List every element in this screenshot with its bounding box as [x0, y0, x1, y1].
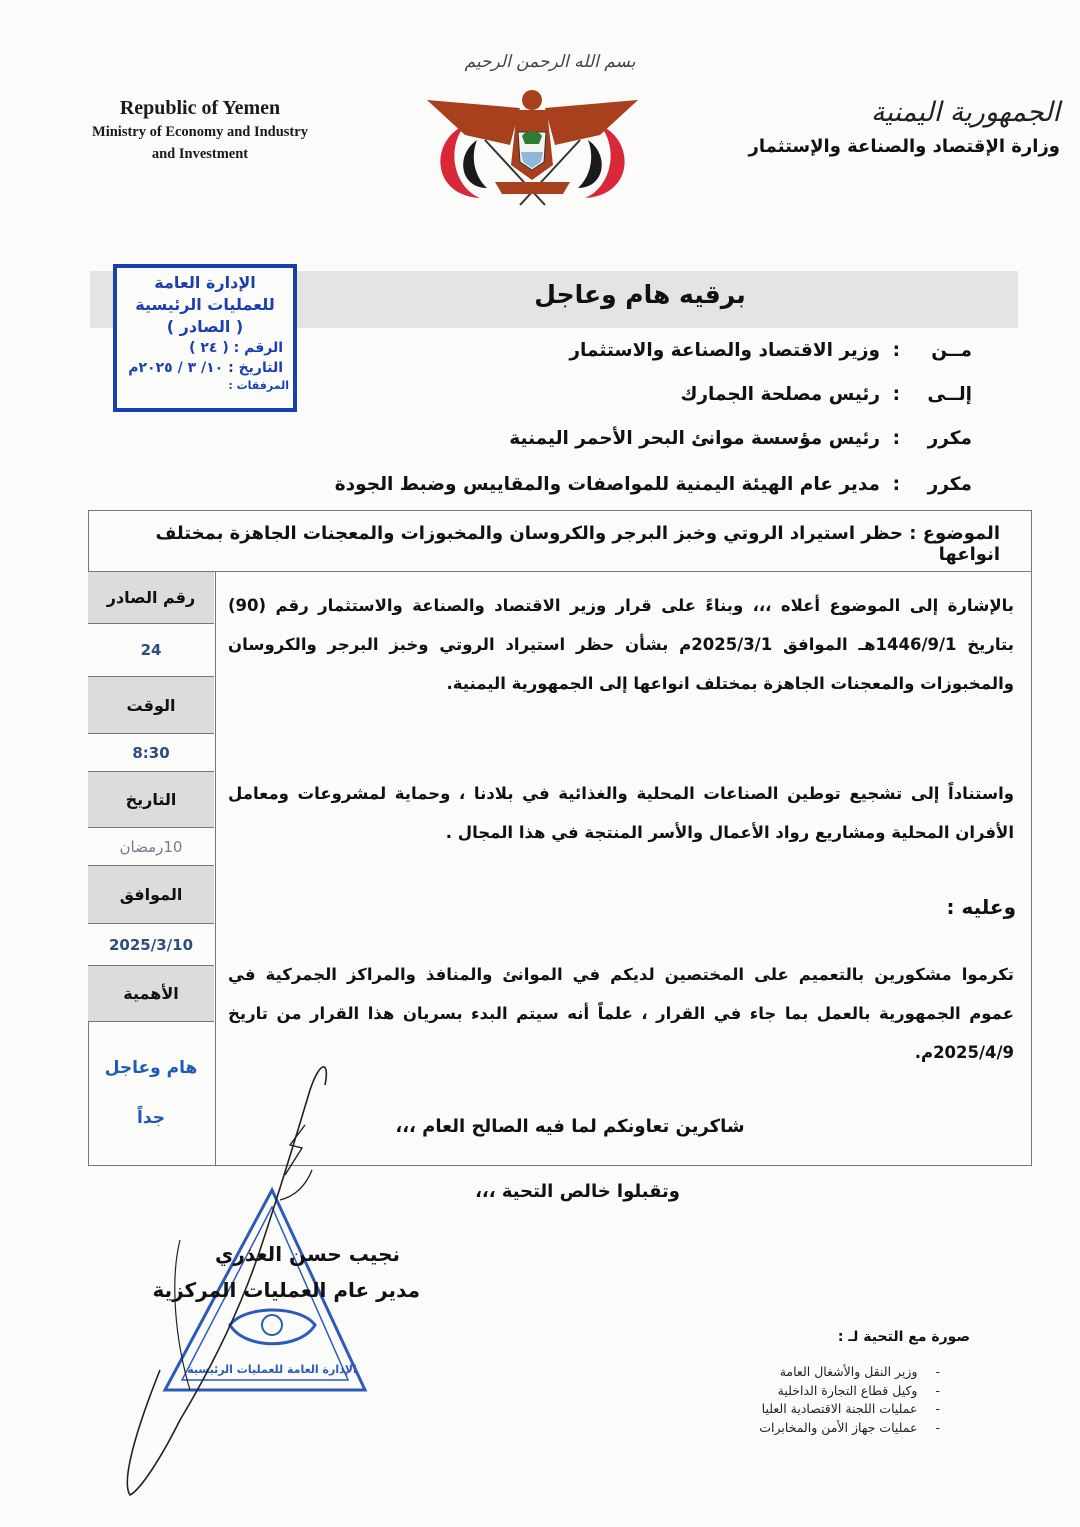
issue-number-label: رقم الصادر	[88, 572, 214, 624]
office-stamp-text: الإدارة العامة للعمليات الرئيسية	[187, 1363, 357, 1376]
subject-text: حظر استيراد الروتي وخبز البرجر والكروسان والمخبوزات والمعجنات الجاهزة بمختلف انواعها	[155, 523, 1000, 565]
stamp-number: الرقم : ( ٢٤ )	[189, 340, 283, 356]
letterhead-ministry-ar: وزارة الإقتصاد والصناعة والإستثمار	[748, 136, 1060, 157]
date-gregorian-value: 2025/3/10	[88, 924, 214, 966]
time-value: 8:30	[88, 734, 214, 772]
document-title: برقيه هام وعاجل	[534, 280, 746, 309]
routing-label: إلــى	[927, 384, 972, 405]
cc-item	[690, 1382, 940, 1401]
stamp-department: الإدارة العامة للعمليات الرئيسية	[135, 273, 275, 314]
time-label: الوقت	[88, 677, 214, 734]
cc-item-text: عمليات اللجنة الاقتصادية العليا	[761, 1401, 918, 1416]
importance-label: الأهمية	[88, 966, 214, 1022]
stamp-outgoing-label: ( الصادر )	[166, 317, 244, 336]
cc-item-text: وكيل قطاع التجارة الداخلية	[777, 1382, 918, 1398]
routing-value: رئيس مصلحة الجمارك	[680, 384, 880, 405]
regards: وتقبلوا خالص التحية ،،،	[475, 1181, 680, 1202]
letterhead-country: Republic of Yemen	[119, 97, 281, 119]
basmala: بسم الله الرحمن الرحيم	[464, 52, 636, 72]
therefore-heading: وعليه :	[946, 895, 1016, 919]
subject-label: الموضوع	[922, 523, 1000, 544]
cc-bullet: -	[935, 1401, 940, 1416]
cc-item-text: عمليات جهاز الأمن والمخابرات	[759, 1419, 918, 1435]
info-sidebar	[88, 572, 216, 1166]
routing-cc-1: مكرر : رئيس مؤسسة موانئ البحر الأحمر اليمنية	[509, 428, 972, 449]
routing-value: وزير الاقتصاد والصناعة والاستثمار	[569, 340, 880, 361]
corresponding-label: الموافق	[88, 866, 214, 924]
routing-label: مــن	[931, 340, 972, 361]
yemen-emblem-icon	[425, 70, 640, 210]
routing-label: مكرر	[927, 474, 972, 495]
cc-list	[690, 1363, 940, 1437]
letterhead-ministry: Ministry of Economy and Industry	[92, 124, 308, 140]
routing-from: مــن : وزير الاقتصاد والصناعة والاستثمار	[569, 340, 972, 361]
routing-label: مكرر	[927, 428, 972, 449]
importance-value	[88, 1022, 214, 1164]
body-paragraph-1: بالإشارة إلى الموضوع أعلاه ،،، وبناءً على قرار وزير الاقتصاد والصناعة والاستثمار رقم (90) بتاريخ 1446/9/1هـ الموافق 2025/3/1م بشأن حظر استيراد الروتي وخبز البرجر والكروسان والمخبوزات والمعجنات الجاهزة بمختلف انواعها إلى الجمهورية اليمنية.	[228, 596, 1014, 693]
letterhead-ministry-cont: and Investment	[151, 146, 249, 162]
date-hijri-value: 10رمضان	[88, 828, 214, 866]
cc-bullet: -	[935, 1419, 940, 1435]
cc-title: صورة مع التحية لـ :	[837, 1329, 970, 1345]
issue-number-value: 24	[88, 624, 214, 677]
date-label: التاريخ	[88, 772, 214, 828]
importance-line-2: جداً	[137, 1108, 165, 1128]
cc-bullet: -	[935, 1364, 940, 1379]
signatory-name: نجيب حسن العذري	[215, 1242, 400, 1266]
arabic-letterhead	[680, 93, 1060, 161]
english-letterhead	[30, 95, 370, 165]
closing-thanks: شاكرين تعاونكم لما فيه الصالح العام ،،،	[395, 1116, 745, 1137]
body-paragraph-2: واستناداً إلى تشجيع توطين الصناعات المحلية والغذائية في بلادنا ، وحماية لمشروعات ومعامل الأفران المحلية ومشاريع رواد الأعمال والأسر المنتجة في هذا المجال .	[228, 784, 1014, 842]
body-paragraph-3: تكرموا مشكورين بالتعميم على المختصين لديكم في الموانئ والمنافذ والمراكز الجمركية في عموم الجمهورية بالعمل بما جاء في القرار ، علماً أنه سيتم البدء بسريان هذا القرار من تاريخ 2025/4/9م.	[228, 965, 1014, 1062]
cc-item-text: وزير النقل والأشغال العامة	[779, 1364, 918, 1379]
routing-cc-2: مكرر : مدير عام الهيئة اليمنية للمواصفات والمقاييس وضبط الجودة	[334, 474, 972, 495]
subject-line: الموضوع : حظر استيراد الروتي وخبز البرجر والكروسان والمخبوزات والمعجنات الجاهزة بمختلف انواعها	[155, 523, 1000, 565]
letterhead-country-ar: الجمهورية اليمنية	[870, 97, 1060, 128]
routing-to: إلــى : رئيس مصلحة الجمارك	[680, 384, 972, 405]
outgoing-stamp	[113, 264, 297, 412]
cc-bullet: -	[935, 1382, 940, 1398]
routing-value: رئيس مؤسسة موانئ البحر الأحمر اليمنية	[509, 428, 880, 449]
cc-item	[690, 1419, 940, 1438]
importance-line-1: هام وعاجل	[104, 1058, 198, 1078]
routing-value: مدير عام الهيئة اليمنية للمواصفات والمقاييس وضبط الجودة	[334, 474, 880, 495]
cc-item	[690, 1400, 940, 1419]
cc-item	[690, 1363, 940, 1382]
signatory	[120, 1236, 420, 1308]
signatory-title: مدير عام العمليات المركزية	[152, 1278, 420, 1302]
stamp-date: التاريخ : ١٠/ ٣ / ٢٠٢٥م	[128, 360, 283, 376]
stamp-attachments: المرفقات :	[228, 379, 289, 392]
